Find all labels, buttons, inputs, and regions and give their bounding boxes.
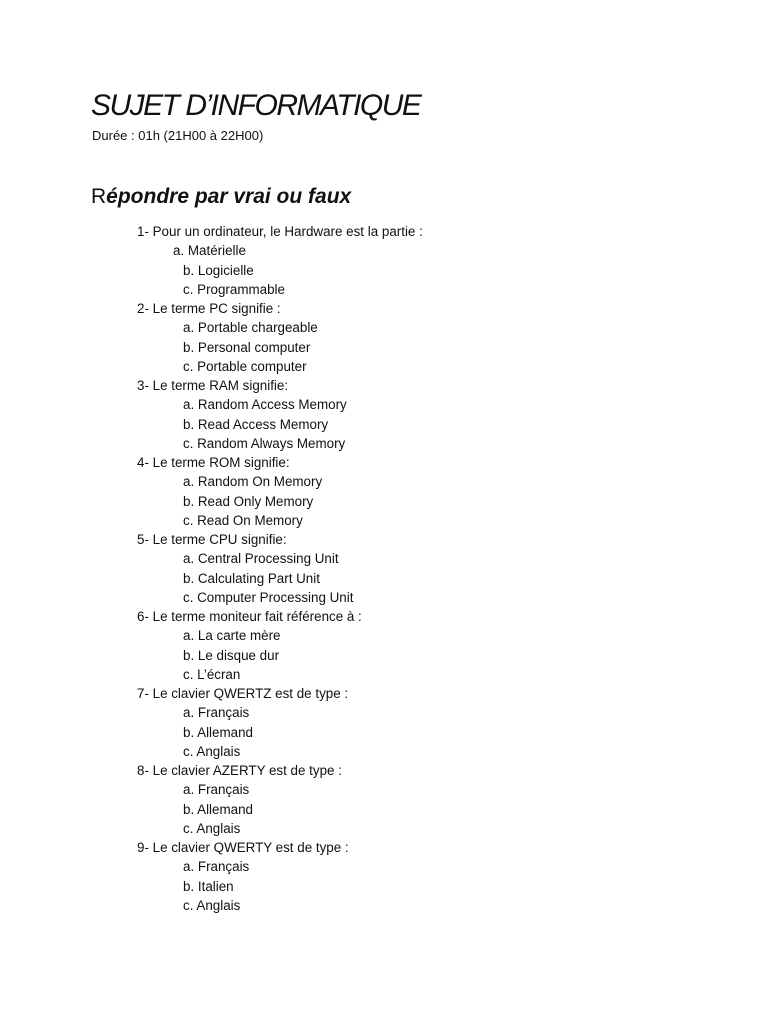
question-text: 6- Le terme moniteur fait référence à : <box>137 609 362 624</box>
answer-option: c. Read On Memory <box>183 512 303 528</box>
exam-duration: Durée : 01h (21H00 à 22H00) <box>92 128 264 143</box>
answer-option: b. Le disque dur <box>183 647 280 663</box>
answer-option: a. Random On Memory <box>183 474 323 490</box>
question-text: 5- Le terme CPU signifie: <box>137 532 287 547</box>
answer-option: a. Français <box>183 782 250 798</box>
question-5 <box>0 530 768 607</box>
question-8 <box>0 761 768 838</box>
answer-option: b. Read Only Memory <box>183 493 314 509</box>
question-1 <box>0 222 768 299</box>
question-9 <box>0 838 768 915</box>
section-heading-first-letter: R <box>91 185 107 208</box>
document-title: SUJET D’INFORMATIQUE <box>91 89 421 122</box>
answer-option: b. Italien <box>183 878 234 894</box>
answer-option: a. Français <box>183 859 250 875</box>
answer-option: a. Portable chargeable <box>183 320 318 336</box>
question-6 <box>0 607 768 684</box>
answer-option: a. Matérielle <box>173 243 246 259</box>
answer-option: b. Personal computer <box>183 339 311 355</box>
answer-option: c. Anglais <box>183 820 241 836</box>
answer-option: a. Central Processing Unit <box>183 551 339 567</box>
question-text: 9- Le clavier QWERTY est de type : <box>137 840 349 855</box>
answer-option: c. Anglais <box>183 743 241 759</box>
answer-option: b. Calculating Part Unit <box>183 570 320 586</box>
question-4 <box>0 453 768 530</box>
answer-option: c. Programmable <box>183 281 285 297</box>
answer-option: a. Français <box>183 705 250 721</box>
question-7 <box>0 684 768 761</box>
answer-option: b. Allemand <box>183 724 253 740</box>
answer-option: c. L’écran <box>183 666 241 682</box>
question-2 <box>0 299 768 376</box>
question-text: 3- Le terme RAM signifie: <box>137 378 289 393</box>
question-text: 7- Le clavier QWERTZ est de type : <box>137 686 349 701</box>
question-text: 8- Le clavier AZERTY est de type : <box>137 763 342 778</box>
question-text: 1- Pour un ordinateur, le Hardware est la partie : <box>137 224 423 239</box>
question-3 <box>0 376 768 453</box>
answer-option: b. Allemand <box>183 801 253 817</box>
answer-option: b. Logicielle <box>183 262 254 278</box>
question-list <box>0 222 768 915</box>
section-heading-rest: épondre par vrai ou faux <box>106 185 352 208</box>
answer-option: c. Computer Processing Unit <box>183 589 354 605</box>
question-text: 4- Le terme ROM signifie: <box>137 455 290 470</box>
answer-option: c. Random Always Memory <box>183 435 346 451</box>
answer-option: c. Portable computer <box>183 358 307 374</box>
answer-option: a. La carte mère <box>183 628 281 644</box>
question-text: 2- Le terme PC signifie : <box>137 301 281 316</box>
answer-option: a. Random Access Memory <box>183 397 347 413</box>
answer-option: c. Anglais <box>183 897 241 913</box>
section-heading <box>91 183 351 211</box>
answer-option: b. Read Access Memory <box>183 416 329 432</box>
